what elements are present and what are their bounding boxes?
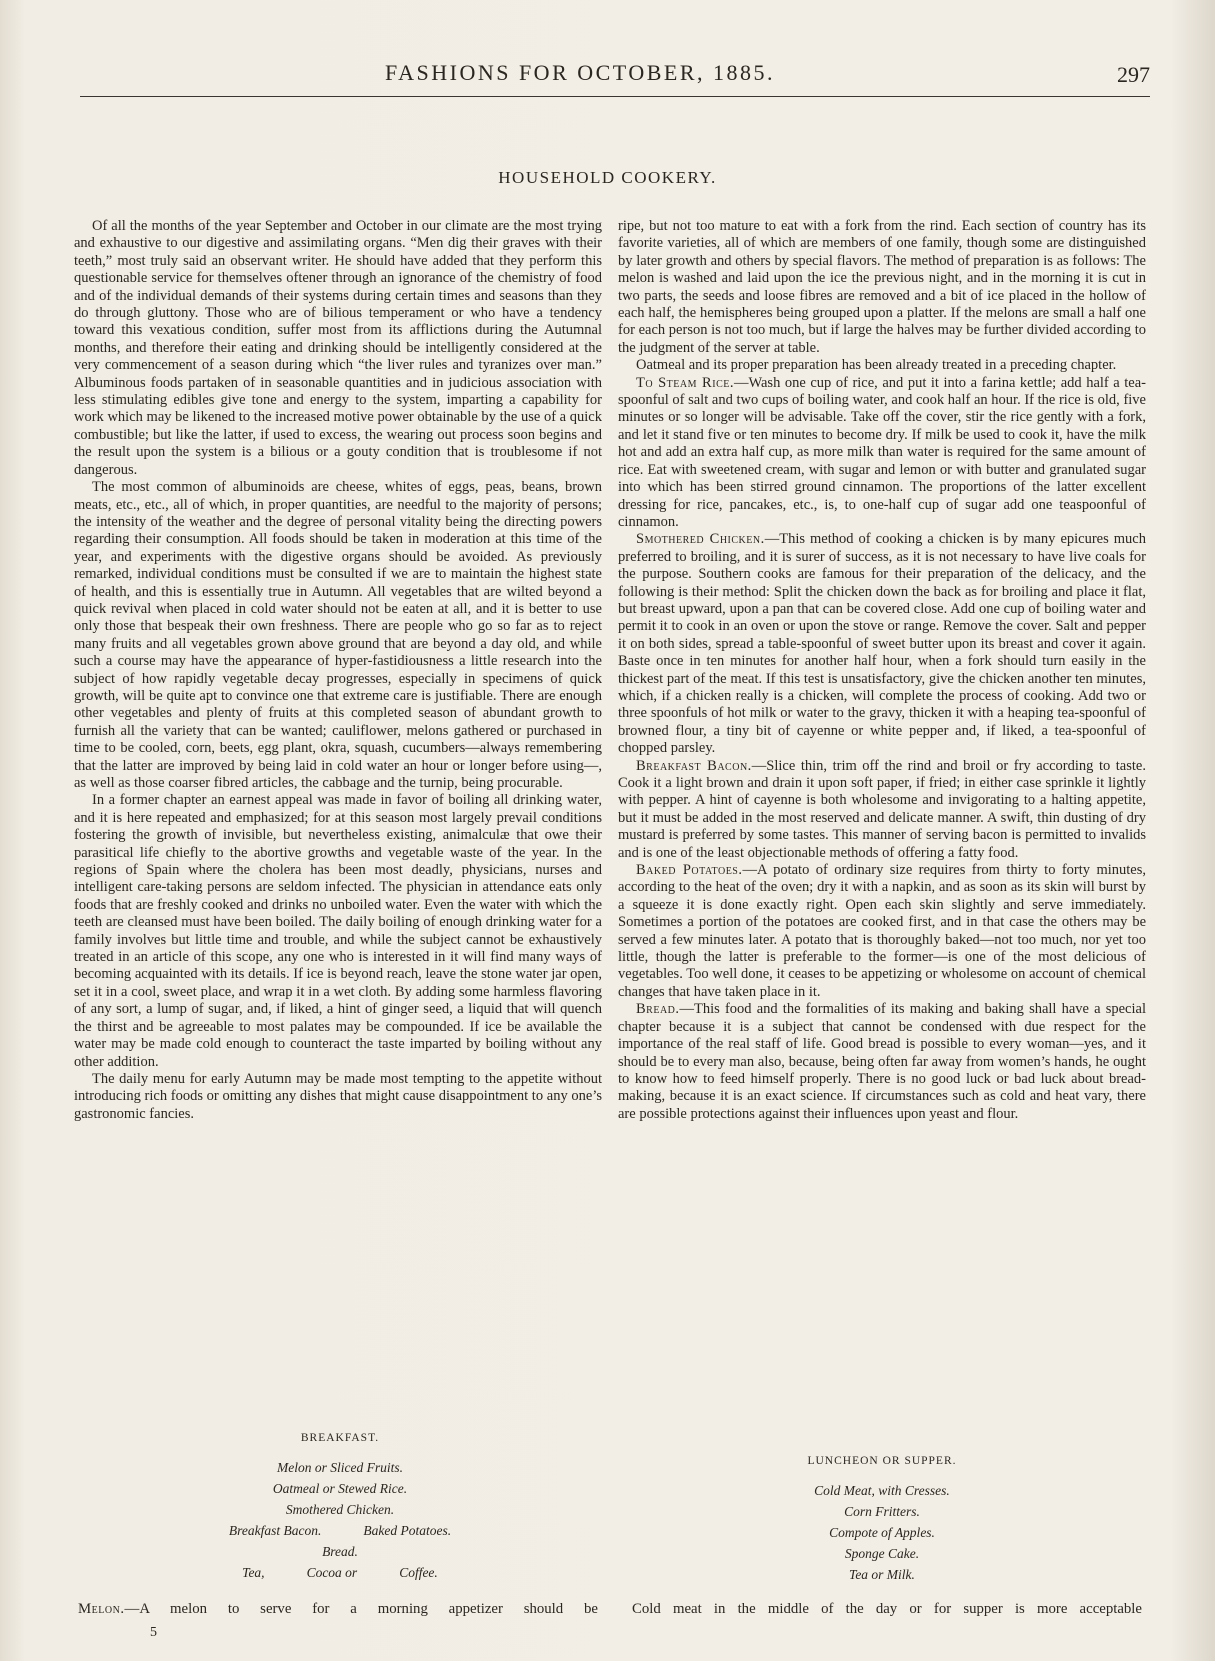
luncheon-menu-item: Cold Meat, with Cresses. bbox=[814, 1483, 950, 1498]
recipe-paragraph bbox=[618, 862, 1146, 1001]
melon-paragraph-start bbox=[78, 1601, 598, 1618]
luncheon-menu bbox=[672, 1451, 1092, 1585]
recipe-lead: Bread. bbox=[636, 1001, 680, 1018]
recipe-text: Oatmeal and its proper preparation has been already treated in a preceding chapter. bbox=[636, 357, 1117, 374]
recipe-text: —Slice thin, trim off the rind and broil or fry according to taste. Cook it a light brown and drain it upon soft paper, if fried; in either case sprinkle it lightly with pepper. A hint of cayenne is both wholesome and invigorating to a halting appetite, but it must be added in the most reserved and delicate manner. A swift, thin dusting of dry mustard is preferred by some tastes. This manner of serving bacon is permitted to invalids and is one of the least objectionable methods of offering a fatty food. bbox=[618, 757, 1146, 861]
breakfast-menu-heading: BREAKFAST. bbox=[300, 1432, 380, 1444]
page-number: 297 bbox=[1117, 62, 1150, 87]
recipe-text: —This method of cooking a chicken is by many epicures much preferred to broiling, and it is surer of success, as it is not necessary to have live coals for the purpose. Southern cooks are famous for their preparation of the delicacy, and the following is their method: Split the chicken down the back as for broiling and place it flat, but breast upward, upon a pan that can be covered close. Add one cup of boiling water and permit it to cook in an oven or upon the stove or range. Remove the cover. Salt and pepper it on both sides, spread a table-spoonful of sweet butter upon its breast and cover it again. Baste once in ten minutes for another half hour, when a fork should turn easily in the thickest part of the meat. If this test is unsatisfactory, give the chicken another ten minutes, which, if a chicken really is a chicken, will complete the process of cooking. Add two or three spoonfuls of hot milk or water to the gravy, thicken it with a heaping tea-spoonful of browned flour, a tiny bit of cayenne or white pepper and, if liked, a tea-spoonful of chopped parsley. bbox=[618, 531, 1146, 757]
melon-lead: Melon. bbox=[78, 1601, 125, 1617]
body-paragraph: In a former chapter an earnest appeal was made in favor of boiling all drinking water, and it is here repeated and emphasized; for at this season most largely prevail conditions fostering the growth of invisible, but nevertheless existing, animalculæ that owe their parasitical life chiefly to the abortive growths and vegetable waste of the year. In the regions of Spain where the cholera has been most deadly, physicians, nurses and intelligent care-taking persons are seldom infected. The physician in attendance eats only foods that are freshly cooked and drinks no unboiled water. Even the water with which the teeth are cleansed must have been boiled. The daily boiling of enough drinking water for a family involves but little time and trouble, and while the subject cannot be exhaustively treated in an article of this scope, any one who is interested in it will find many ways of becoming acquainted with its details. If ice is beyond reach, leave the stone water jar open, set it in a cool, sweet place, and wrap it in a wet cloth. By adding some harmless flavoring of any sort, a lump of sugar, and, if liked, a hint of ginger seed, a liquid that will quench the thirst and be agreeable to most palates may be compounded. If ice be available the water may be made cold enough to counteract the taste imparted by boiling without any other addition. bbox=[74, 792, 602, 1070]
breakfast-menu-item: Oatmeal or Stewed Rice. bbox=[272, 1481, 408, 1496]
luncheon-menu-item: Tea or Milk. bbox=[849, 1567, 915, 1582]
breakfast-menu-item: Baked Potatoes. bbox=[363, 1523, 452, 1538]
body-paragraph: Of all the months of the year September and October in our climate are the most trying and exhaustive to our digestive and assimilating organs. “Men dig their graves with their teeth,” most truly said an observant writer. He should have added that they perform this questionable service for themselves oftener through an ignorance of the chemistry of food and of the individual demands of their systems during certain times and seasons than they do through gluttony. Those who are of bilious temperament or who have a tendency toward this vexatious condition, suffer most from its afflictions during the Autumnal months, and therefore their eating and drinking should be intelligently considered at the very commencement of a season during which “the liver rules and tyranizes over man.” Albuminous foods partaken of in seasonable quantities and in judicious association with less stimulating edibles give tone and energy to the system, imparting a capability for work which may be likened to the increased motive power obtainable by the use of a quick combustible; but like the latter, if used to excess, the wearing out process soon begins and the result upon the system is a bilious or a gouty condition that is troublesome if not dangerous. bbox=[74, 218, 602, 478]
signature-mark: 5 bbox=[150, 1625, 157, 1640]
recipe-paragraph bbox=[618, 531, 1146, 757]
breakfast-menu-item: Melon or Sliced Fruits. bbox=[277, 1460, 403, 1475]
breakfast-menu-item: Smothered Chicken. bbox=[285, 1502, 395, 1517]
recipe-lead: Breakfast Bacon. bbox=[636, 757, 752, 774]
breakfast-menu-item: Breakfast Bacon. bbox=[228, 1523, 322, 1538]
cold-meat-paragraph-start: Cold meat in the middle of the day or for supper is more acceptable bbox=[632, 1601, 1142, 1617]
melon-text: —A melon to serve for a morning appetizer should be bbox=[124, 1601, 598, 1617]
recipe-lead: To Steam Rice. bbox=[636, 374, 734, 391]
running-title: FASHIONS FOR OCTOBER, 1885. bbox=[385, 60, 776, 85]
recipe-lead: Smothered Chicken. bbox=[636, 531, 765, 548]
breakfast-menu-item: Bread. bbox=[322, 1544, 358, 1559]
recipe-text: —A potato of ordinary size requires from thirty to forty minutes, according to the heat of the oven; dry it with a napkin, and as soon as its skin will burst by a squeeze it is done exactly right. Open each skin slightly and serve immediately. Sometimes a portion of the potatoes are cooked first, and in that case the others may be served a few minutes later. A potato that is thoroughly baked—not too much, nor yet too little, though the latter is preferable to the former—is one of the most delicious of vegetables. Too well done, it ceases to be appetizing or wholesome on account of chemical changes that have taken place in it. bbox=[618, 862, 1146, 1000]
recipe-text: —Wash one cup of rice, and put it into a farina kettle; add half a tea-spoonful of salt and two cups of boiling water, and cook half an hour. If the rice is old, five minutes or so longer will be advisable. Take off the cover, stir the rice gently with a fork, and let it stand five or ten minutes to become dry. If milk be used to cook it, have the milk hot and add an extra half cup, as more milk than water is required for the same amount of rice. Eat with sweetened cream, with sugar and lemon or with butter and granulated sugar into which has been stirred ground cinnamon. The proportions of the latter excellent dressing for rice, pancakes, etc., is, to one-half cup of sugar add one teaspoonful of cinnamon. bbox=[618, 374, 1146, 530]
body-paragraph: The most common of albuminoids are cheese, whites of eggs, peas, beans, brown meats, etc., etc., all of which, in proper quantities, are needful to the majority of persons; the intensity of the weather and the degree of personal vitality being the directing powers regarding their consumption. All foods should be taken in moderation at this time of the year, and experiments with the digestive organs should be avoided. As previously remarked, individual conditions must be consulted if we are to maintain the highest state of health, and this is essentially true in Autumn. All vegetables that are wilted beyond a quick revival when placed in cold water should not be eaten at all, and it is better to use only those that bespeak their own freshness. There are people who go so far as to reject many fruits and all vegetables grown above ground that are beyond a day old, and while such a course may have the appearance of hyper-fastidiousness a little research into the subject of how rapidly vegetable decay progresses, especially in specimens of quick growth, will be quite apt to convince one that extreme care is justifiable. There are enough other vegetables and plenty of fruits at this completed season of abundant growth to furnish all the variety that can be wanted; cauliflower, melons gathered or purchased in time to be cooled, corn, beets, egg plant, okra, squash, cucumbers—always remembering that the latter are improved by being laid in cold water an hour or longer before using—, as well as those coarser fibred articles, the cabbage and the turnip, being procurable. bbox=[74, 479, 602, 791]
recipe-paragraph bbox=[618, 218, 1146, 357]
breakfast-menu-item: Coffee. bbox=[399, 1565, 438, 1580]
article-title: HOUSEHOLD COOKERY. bbox=[498, 168, 717, 187]
right-column bbox=[618, 218, 1146, 1123]
recipe-text: —This food and the formalities of its making and baking shall have a special chapter because it is a subject that cannot be condensed with due respect for the importance of the real staff of life. Good bread is possible to every woman—yes, and it should be to every man also, because, being often far away from women’s hands, he ought to know how to feed himself properly. There is no good luck or bad luck about bread-making, because it is an exact science. If circumstances such as cold and heat vary, there are possible protections against their influences upon yeast and flour. bbox=[618, 1001, 1146, 1122]
body-paragraph: The daily menu for early Autumn may be made most tempting to the appetite without introducing rich foods or omitting any dishes that might cause disappointment to any one’s gastronomic fancies. bbox=[74, 1070, 602, 1122]
recipe-paragraph bbox=[618, 1001, 1146, 1123]
luncheon-menu-item: Corn Fritters. bbox=[844, 1504, 920, 1519]
running-head bbox=[80, 60, 1150, 97]
breakfast-menu-item: Tea, bbox=[242, 1565, 265, 1580]
luncheon-menu-item: Compote of Apples. bbox=[829, 1525, 935, 1540]
recipe-paragraph bbox=[618, 375, 1146, 532]
luncheon-menu-heading: LUNCHEON OR SUPPER. bbox=[807, 1455, 957, 1467]
luncheon-menu-item: Sponge Cake. bbox=[844, 1546, 920, 1561]
recipe-paragraph bbox=[618, 357, 1146, 374]
breakfast-menu-row bbox=[130, 1520, 550, 1541]
recipe-text: ripe, but not too mature to eat with a fork from the rind. Each section of country has its favorite varieties, all of which are members of one family, though some are distinguished by later growth and others by special flavors. The method of preparation is as follows: The melon is washed and laid upon the ice the previous night, and in the morning it is cut in two parts, the seeds and loose fibres are removed and a bit of ice placed in the hollow of each half, the hemispheres being grouped upon a platter. If the melons are small a half one for each person is not too much, but if large the halves may be further divided according to the judgment of the server at table. bbox=[618, 218, 1146, 356]
recipe-paragraph bbox=[618, 758, 1146, 862]
breakfast-menu-item: Cocoa or bbox=[306, 1565, 358, 1580]
breakfast-menu bbox=[130, 1428, 550, 1583]
recipe-lead: Baked Potatoes. bbox=[636, 862, 743, 879]
breakfast-menu-row bbox=[130, 1562, 550, 1583]
left-column bbox=[74, 218, 602, 1123]
